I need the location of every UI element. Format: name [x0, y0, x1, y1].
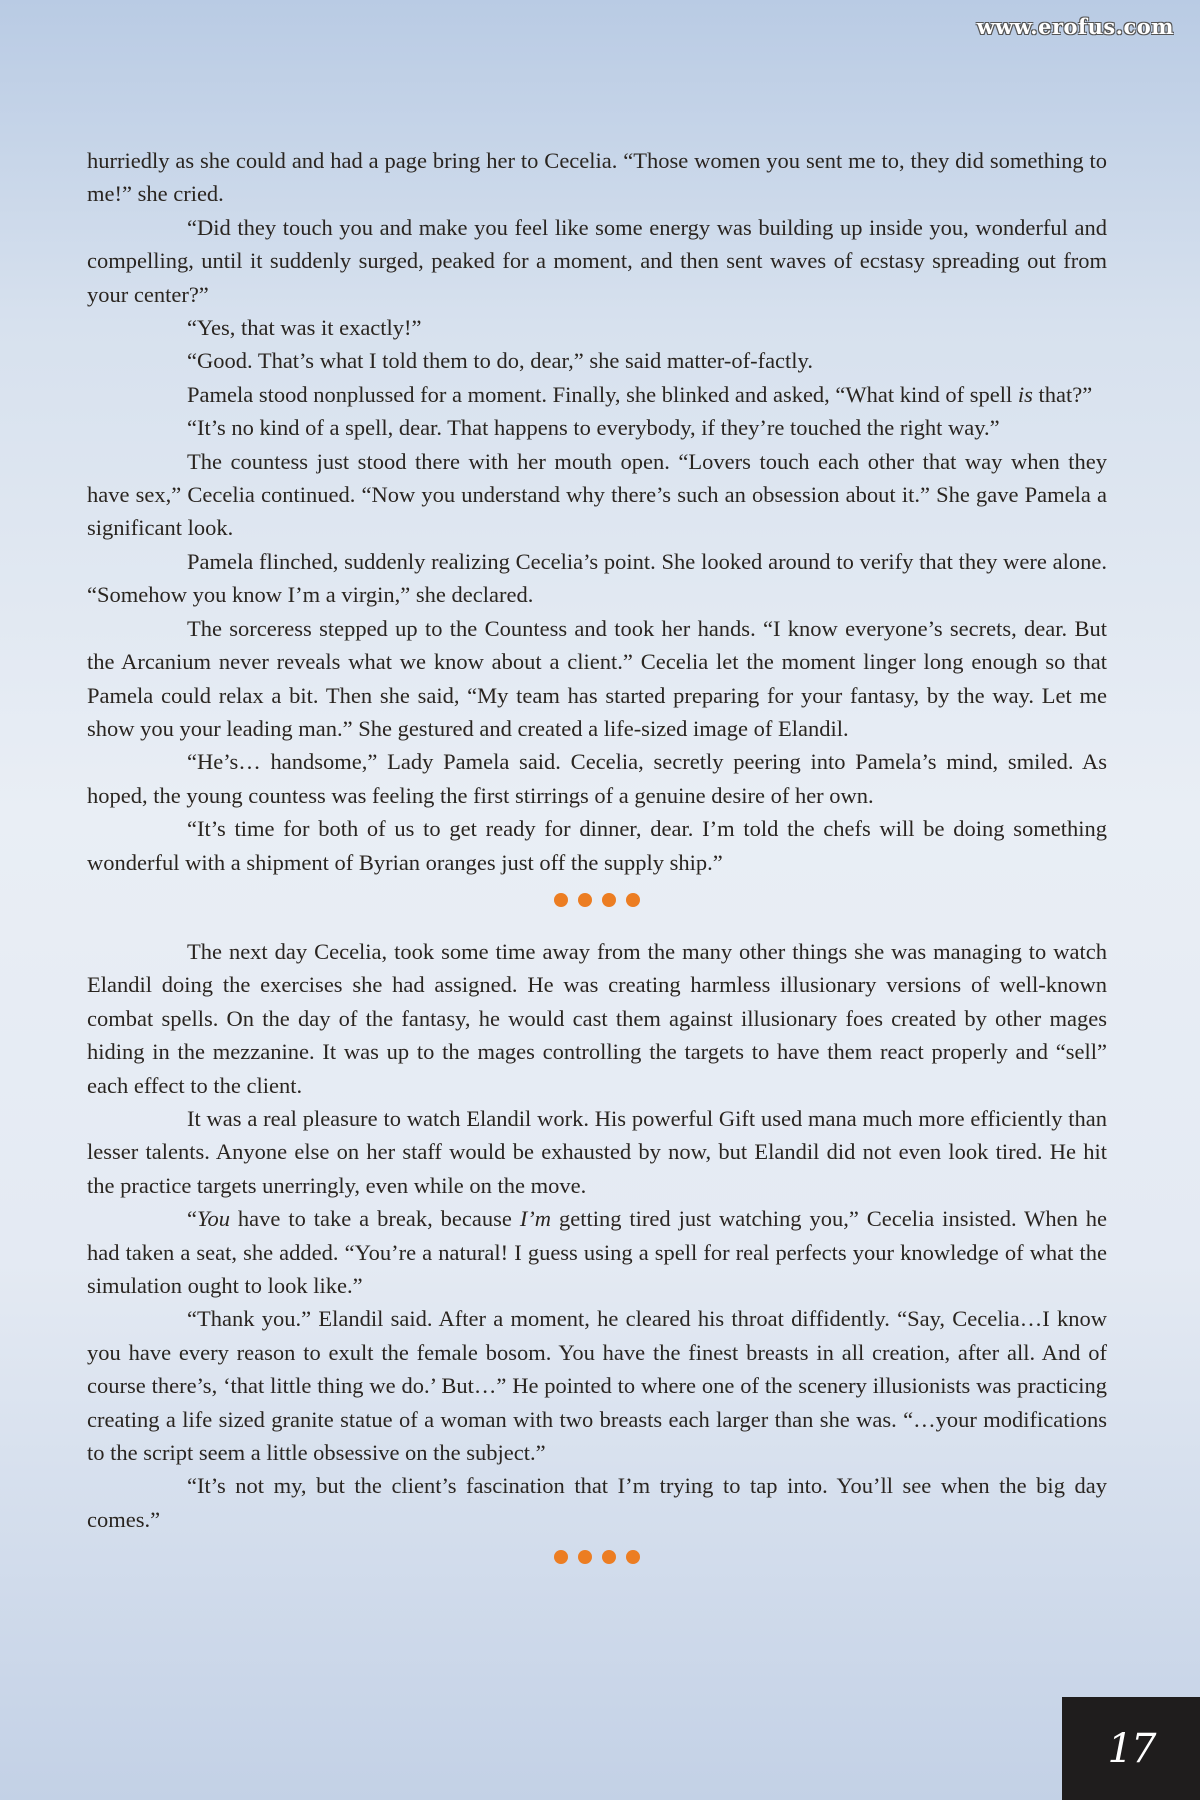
paragraph	[87, 812, 1107, 879]
text-run: “Did they touch you and make you feel like some energy was building up inside you, wonderful and compelling, until it suddenly surged, peaked for a moment, and then sent waves of ecstasy spreading out from your center?”	[87, 214, 1107, 307]
text-run: It was a real pleasure to watch Elandil work. His powerful Gift used mana much more efficiently than lesser talents. Anyone else on her staff would be exhausted by now, but Elandil did not even look tired. He hit the practice targets unerringly, even while on the move.	[87, 1105, 1107, 1198]
text-run: The sorceress stepped up to the Countess and took her hands. “I know everyone’s secrets, dear. But the Arcanium never reveals what we know about a client.” Cecelia let the moment linger long enough so that Pamela could relax a bit. Then she said, “My team has started preparing for your fantasy, by the way. Let me show you your leading man.” She gestured and created a life-sized image of Elandil.	[87, 615, 1107, 741]
section-separator	[87, 887, 1107, 913]
paragraph	[87, 211, 1107, 311]
page-text	[87, 144, 1107, 1570]
italic-run: You	[197, 1206, 230, 1232]
paragraph	[87, 1302, 1107, 1469]
page-number: 17	[1107, 1725, 1155, 1772]
text-run: “He’s… handsome,” Lady Pamela said. Cecelia, secretly peering into Pamela’s mind, smiled. As hoped, the young countess was feeling the first stirrings of a genuine desire of her own.	[87, 749, 1107, 808]
separator-dot	[578, 893, 592, 907]
italic-run: I’m	[519, 1206, 552, 1232]
text-run: “It’s time for both of us to get ready for dinner, dear. I’m told the chefs will be doing something wonderful with a shipment of Byrian oranges just off the supply ship.”	[87, 816, 1107, 875]
paragraph	[87, 445, 1107, 545]
separator-dot	[626, 893, 640, 907]
story-section-1	[87, 144, 1107, 879]
paragraph	[87, 745, 1107, 812]
text-run: Pamela stood nonplussed for a moment. Finally, she blinked and asked, “What kind of spell	[187, 381, 1018, 407]
section-separator-end	[87, 1544, 1107, 1570]
separator-dot	[626, 1550, 640, 1564]
paragraph	[87, 935, 1107, 1102]
paragraph	[87, 545, 1107, 612]
separator-dot	[554, 893, 568, 907]
paragraph	[87, 344, 1107, 377]
text-run: “It’s not my, but the client’s fascination that I’m trying to tap into. You’ll see when the big day comes.”	[87, 1473, 1107, 1532]
text-run: “Yes, that was it exactly!”	[187, 315, 422, 341]
italic-run: is	[1017, 381, 1033, 407]
paragraph	[87, 1469, 1107, 1536]
paragraph	[87, 1102, 1107, 1202]
text-run: “Thank you.” Elandil said. After a moment, he cleared his throat diffidently. “Say, Cecelia…I know you have every reason to exult the female bosom. You have the finest breasts in all creation, after all. And of course there’s, ‘that little thing we do.’ But…” He pointed to where one of the scenery illusionists was practicing creating a life sized granite statue of a woman with two breasts each larger than she was. “…your modifications to the script seem a little obsessive on the subject.”	[87, 1306, 1107, 1466]
text-run: The next day Cecelia, took some time away from the many other things she was managing to watch Elandil doing the exercises she had assigned. He was creating harmless illusionary versions of well-known combat spells. On the day of the fantasy, he would cast them against illusionary foes created by other mages hiding in the mezzanine. It was up to the mages controlling the targets to have them react properly and “sell” each effect to the client.	[87, 938, 1107, 1098]
text-run: The countess just stood there with her mouth open. “Lovers touch each other that way when they have sex,” Cecelia continued. “Now you understand why there’s such an obsession about it.” She gave Pamela a significant look.	[87, 448, 1107, 541]
separator-dot	[578, 1550, 592, 1564]
text-run: hurriedly as she could and had a page bring her to Cecelia. “Those women you sent me to, they did something to me!” she cried.	[87, 148, 1107, 207]
paragraph	[87, 144, 1107, 211]
paragraph	[87, 612, 1107, 746]
paragraph	[87, 378, 1107, 411]
paragraph	[87, 311, 1107, 344]
watermark: www.erofus.com	[976, 14, 1174, 39]
separator-dot	[602, 893, 616, 907]
text-run: Pamela flinched, suddenly realizing Cecelia’s point. She looked around to verify that they were alone. “Somehow you know I’m a virgin,” she declared.	[87, 548, 1107, 608]
text-run: getting tired just watching you,” Cecelia insisted. When he had taken a seat, she added. “You’re a natural! I guess using a spell for real perfects your knowledge of what the simulation ought to look like.”	[87, 1206, 1108, 1298]
paragraph	[87, 411, 1107, 444]
text-run: “Good. That’s what I told them to do, dear,” she said matter-of-factly.	[187, 348, 813, 374]
text-run: “	[187, 1206, 197, 1232]
paragraph	[87, 1202, 1107, 1302]
page-number-box	[1062, 1697, 1200, 1800]
text-run: have to take a break, because	[229, 1206, 520, 1232]
story-section-2	[87, 935, 1107, 1536]
separator-dot	[602, 1550, 616, 1564]
separator-dot	[554, 1550, 568, 1564]
text-run: that?”	[1032, 381, 1093, 407]
text-run: “It’s no kind of a spell, dear. That happens to everybody, if they’re touched the right way.”	[187, 415, 1000, 441]
